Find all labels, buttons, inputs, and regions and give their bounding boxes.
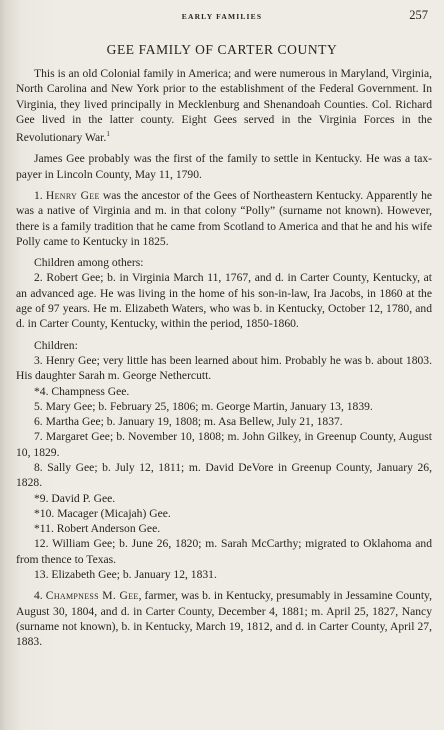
entry-robert-gee: 2. Robert Gee; b. in Virginia March 11, 1767, and d. in Carter County, Kentucky, at an advanced age. He was living in the home of his son-in-law, Ira Jacobs, in 1860 at the age of 97 years. He m. Elizabeth Waters, who was b. in Kentucky, October 12, 1780, and d. in Carter County, Kentucky, within the period, 1850-1860. xyxy=(16,271,432,331)
entry-text: was the ancestor of the Gees of Northeastern Kentucky. Apparently he was a native of Virginia and m. in that colony “Polly” (surname not known). However, there is a family tradition that he came from Scotland to America and that he and his wife Polly came to Kentucky in 1825. xyxy=(16,188,433,248)
child-entry: 13. Elizabeth Gee; b. January 12, 1831. xyxy=(34,568,217,582)
footnote-marker: 1 xyxy=(106,130,110,139)
entry-champness-gee xyxy=(16,588,432,649)
entry-name: Champness M. Gee xyxy=(45,589,139,603)
children-heading-2: Children: xyxy=(34,338,78,352)
child-entry: 5. Mary Gee; b. February 25, 1806; m. George Martin, January 13, 1839. xyxy=(34,399,373,413)
entry-henry-gee xyxy=(16,188,432,249)
intro-paragraph-2: James Gee probably was the first of the family to settle in Kentucky. He was a tax-payer in Lincoln County, May 11, 1790. xyxy=(16,152,432,181)
child-entry: *10. Macager (Micajah) Gee. xyxy=(34,506,171,520)
entry-name: Henry Gee xyxy=(45,188,100,202)
child-entry: 6. Martha Gee; b. January 19, 1808; m. Asa Bellew, July 21, 1837. xyxy=(34,415,343,429)
intro-text-1: This is an old Colonial family in America; and were numerous in Maryland, Virginia, North Carolina and New York prior to the establishment of the Federal Government. In Virginia, they lived principally in Mecklenburg and Shenandoah Counties. Col. Richard Gee lived in the latter county. Eight Gees served in the Virginia Forces in the Revolutionary War. xyxy=(16,67,432,145)
child-entry: 3. Henry Gee; very little has been learned about him. Probably he was b. about 1803. His daughter Sarah m. George Nethercutt. xyxy=(16,353,432,383)
intro-paragraph-1 xyxy=(16,66,432,145)
page-number: 257 xyxy=(409,8,428,22)
children-heading-1: Children among others: xyxy=(34,256,144,270)
child-entry: *11. Robert Anderson Gee. xyxy=(34,522,161,536)
child-entry: *9. David P. Gee. xyxy=(34,491,116,505)
running-title: EARLY FAMILIES xyxy=(181,12,263,21)
child-entry: 8. Sally Gee; b. July 12, 1811; m. David DeVore in Greenup County, January 26, 1828. xyxy=(16,460,432,490)
entry-text: , farmer, was b. in Kentucky, presumably in Jessamine County, August 30, 1804, and d. in Carter County, December 4, 1881; m. April 25, 1827, Nancy (surname not known), b. in Kentucky, March 19, 1812, and d. in Carter County, April 27, 1883. xyxy=(16,589,432,649)
child-entry: 7. Margaret Gee; b. November 10, 1808; m. John Gilkey, in Greenup County, August 10, 1829. xyxy=(16,430,432,459)
running-header xyxy=(0,8,444,24)
body-text xyxy=(16,66,432,656)
child-entry: *4. Champness Gee. xyxy=(34,384,130,398)
child-entry: 12. William Gee; b. June 26, 1820; m. Sarah McCarthy; migrated to Oklahoma and from thence to Texas. xyxy=(16,537,432,566)
entry-number: 1. xyxy=(34,188,43,202)
entry-number: 4. xyxy=(34,589,43,603)
chapter-title: GEE FAMILY OF CARTER COUNTY xyxy=(106,42,338,57)
